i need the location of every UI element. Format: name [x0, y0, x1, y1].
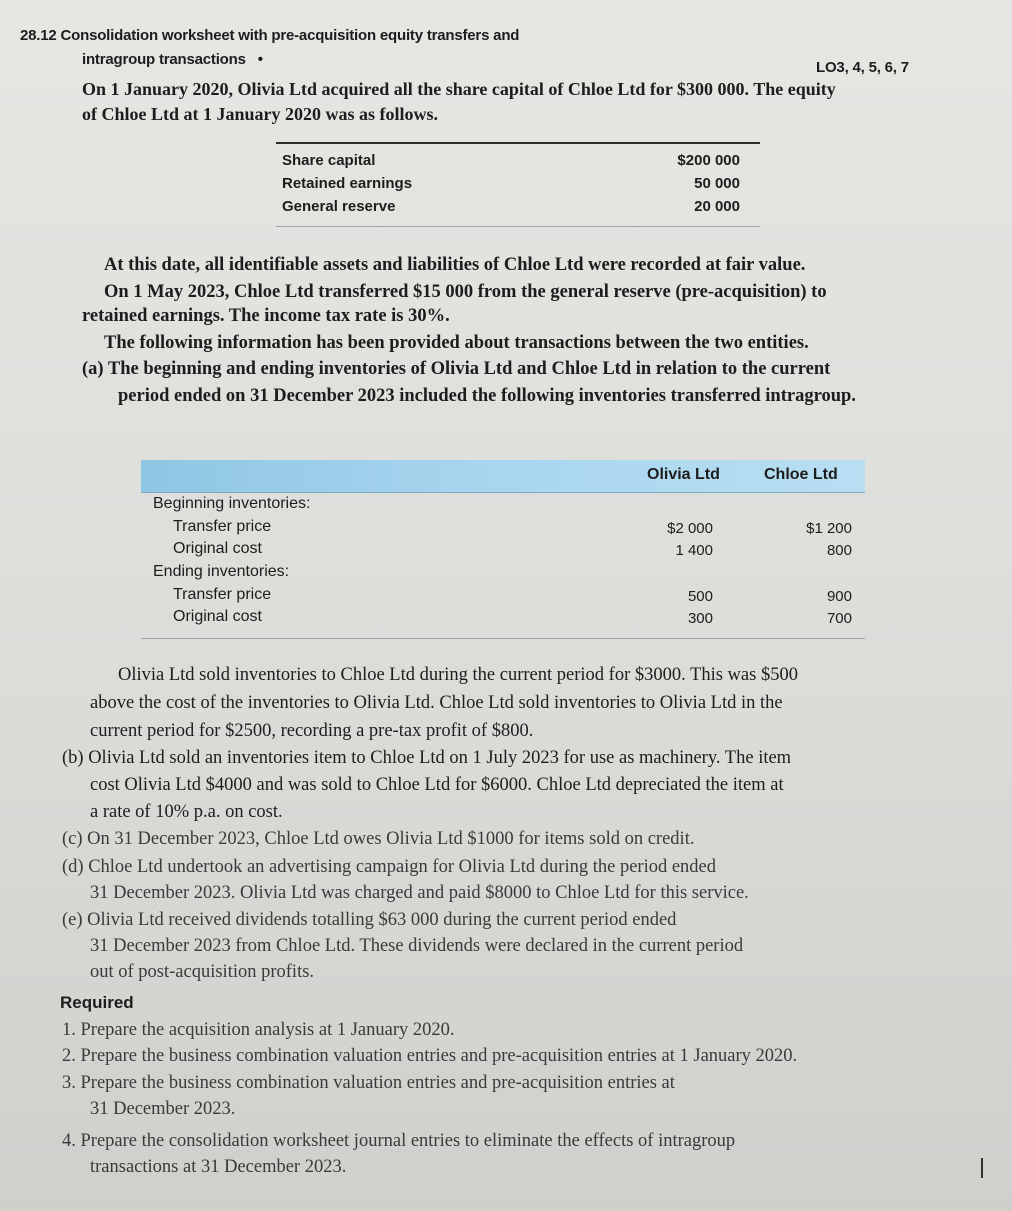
item-b-line-1: (b) Olivia Ltd sold an inventories item to Chloe Ltd on 1 July 2023 for use as machinery. The item	[62, 748, 792, 768]
table-cell: 500	[687, 588, 713, 605]
exercise-title-line1	[20, 27, 519, 44]
section-label-ending: Ending inventories:	[153, 563, 290, 580]
bullet-icon: •	[257, 51, 263, 68]
intro-line-2: of Chloe Ltd at 1 January 2020 was as follows.	[82, 104, 439, 124]
equity-row: Share capital $200 000	[282, 152, 740, 169]
table-cell: $2 000	[667, 520, 713, 537]
required-item-4-line-2: transactions at 31 December 2023.	[90, 1157, 347, 1177]
item-b-line-3: a rate of 10% p.a. on cost.	[90, 802, 283, 822]
exercise-number: 28.12	[20, 27, 57, 44]
item-b-line-2: cost Olivia Ltd $4000 and was sold to Chloe Ltd for $6000. Chloe Ltd depreciated the item at	[90, 775, 784, 795]
table-cell: 1 400	[675, 542, 713, 559]
item-d-line-1: (d) Chloe Ltd undertook an advertising campaign for Olivia Ltd during the period ended	[62, 857, 717, 877]
required-item-2: 2. Prepare the business combination valuation entries and pre-acquisition entries at 1 January 2020.	[62, 1046, 798, 1066]
column-header-chloe: Chloe Ltd	[764, 466, 838, 483]
table-row-label: Transfer price	[173, 586, 272, 603]
table-cell: 800	[826, 542, 852, 559]
item-e-line-2: 31 December 2023 from Chloe Ltd. These dividends were declared in the current period	[90, 936, 744, 956]
column-header-olivia: Olivia Ltd	[647, 466, 720, 483]
item-a-line-1: (a) The beginning and ending inventories of Olivia Ltd and Chloe Ltd in relation to the current	[82, 359, 831, 379]
item-e-line-3: out of post-acquisition profits.	[90, 962, 315, 982]
table-cell: 300	[687, 610, 713, 627]
equity-row: General reserve 20 000	[282, 198, 740, 215]
inventory-table-header	[141, 460, 865, 493]
equity-row: Retained earnings 50 000	[282, 175, 740, 192]
table-row-label: Transfer price	[173, 518, 272, 535]
table-cell: 700	[826, 610, 852, 627]
transfer-line-1: On 1 May 2023, Chloe Ltd transferred $15 000 from the general reserve (pre-acquisition) to	[104, 282, 827, 302]
required-heading: Required	[60, 993, 134, 1012]
transfer-line-2: retained earnings. The income tax rate is 30%.	[82, 306, 450, 326]
required-item-3-line-2: 31 December 2023.	[90, 1099, 236, 1119]
learning-objectives: LO3, 4, 5, 6, 7	[816, 59, 909, 76]
table-cell: 900	[826, 588, 852, 605]
table-row-label: Original cost	[173, 608, 262, 625]
para3-line-1: Olivia Ltd sold inventories to Chloe Ltd during the current period for $3000. This was $500	[118, 665, 798, 685]
table-cell: $1 200	[806, 520, 852, 537]
info-line: The following information has been provided about transactions between the two entities.	[104, 333, 809, 353]
item-c-line-1: (c) On 31 December 2023, Chloe Ltd owes Olivia Ltd $1000 for items sold on credit.	[62, 829, 695, 849]
text-cursor	[981, 1158, 983, 1178]
fair-value-line: At this date, all identifiable assets and liabilities of Chloe Ltd were recorded at fair value.	[104, 255, 806, 275]
item-a-line-2: period ended on 31 December 2023 included the following inventories transferred intragroup.	[118, 386, 856, 406]
required-item-3-line-1: 3. Prepare the business combination valuation entries and pre-acquisition entries at	[62, 1073, 675, 1093]
equity-table	[276, 142, 760, 227]
exercise-title: Consolidation worksheet with pre-acquisition equity transfers and	[60, 27, 520, 44]
para3-line-2: above the cost of the inventories to Olivia Ltd. Chloe Ltd sold inventories to Olivia Ltd in the	[90, 693, 783, 713]
required-item-4-line-1: 4. Prepare the consolidation worksheet journal entries to eliminate the effects of intragroup	[62, 1131, 736, 1151]
table-row-label: Original cost	[173, 540, 262, 557]
item-d-line-2: 31 December 2023. Olivia Ltd was charged and paid $8000 to Chloe Ltd for this service.	[90, 883, 749, 903]
item-e-line-1: (e) Olivia Ltd received dividends totalling $63 000 during the current period ended	[62, 910, 677, 930]
section-label-beginning: Beginning inventories:	[153, 495, 311, 512]
para3-line-3: current period for $2500, recording a pre-tax profit of $800.	[90, 721, 534, 741]
exercise-title-line2: intragroup transactions •	[82, 51, 263, 68]
inventory-table-body	[141, 492, 865, 639]
intro-line-1: On 1 January 2020, Olivia Ltd acquired all the share capital of Chloe Ltd for $300 000. The equity	[82, 79, 836, 99]
required-item-1: 1. Prepare the acquisition analysis at 1 January 2020.	[62, 1020, 455, 1040]
